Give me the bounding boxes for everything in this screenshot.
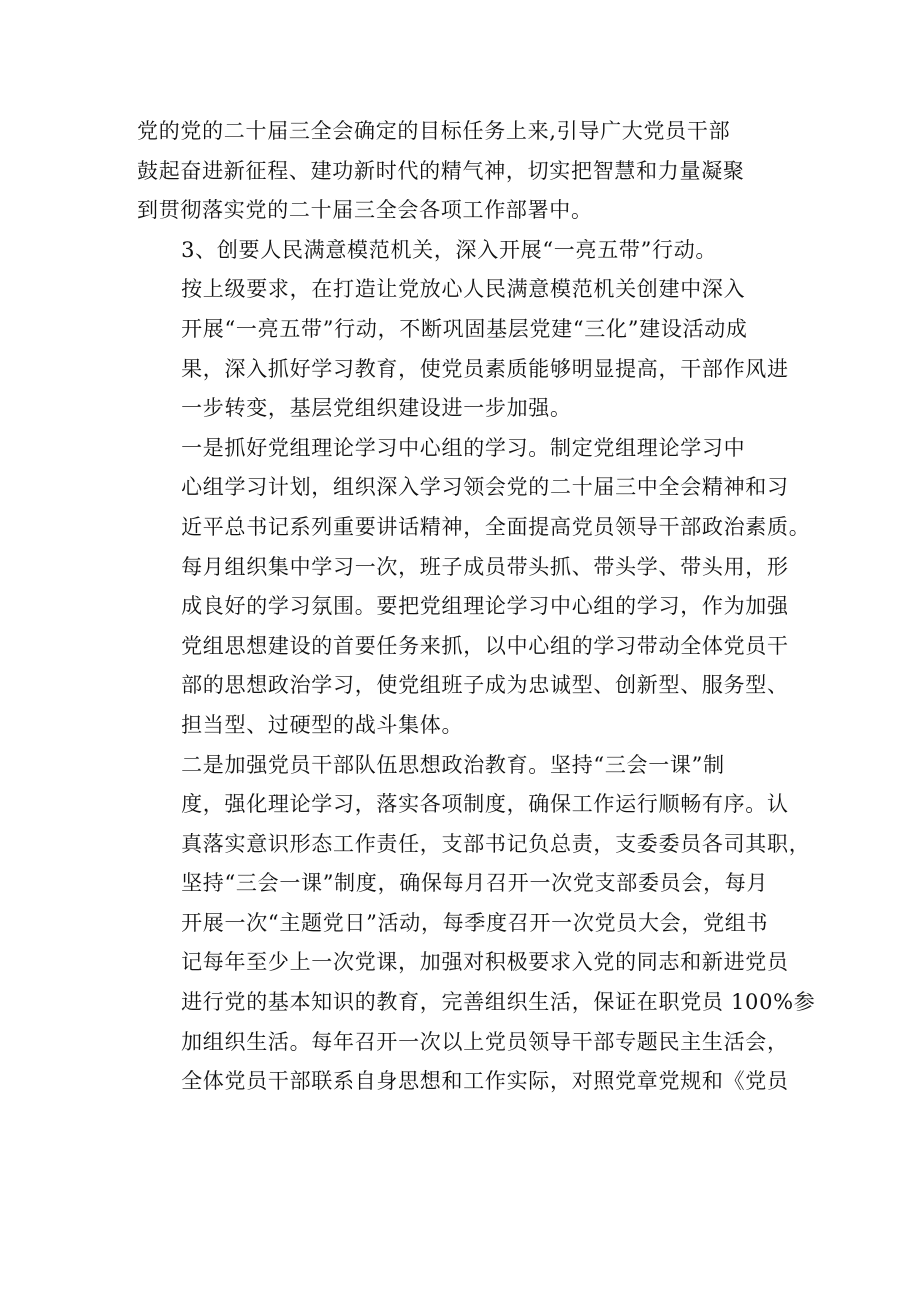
paragraph-1 (137, 112, 797, 231)
paragraph-5 (137, 746, 816, 1102)
text-line: 近平总书记系列重要讲话精神，全面提高党员领导干部政治素质。 (181, 514, 811, 539)
paragraph-3 (137, 270, 797, 428)
text-line: 党组思想建设的首要任务来抓，以中心组的学习带动全体党员干 (181, 633, 789, 658)
paragraph-4 (137, 429, 811, 746)
text-line: 记每年至少上一次党课，加强对积极要求入党的同志和新进党员 (181, 950, 789, 975)
text-line: 成良好的学习氛围。要把党组理论学习中心组的学习，作为加强 (181, 594, 789, 619)
section-heading-3 (137, 231, 797, 271)
text-line: 每月组织集中学习一次，班子成员带头抓、带头学、带头用，形 (181, 554, 789, 579)
text-line: 担当型、过硬型的战斗集体。 (181, 712, 464, 737)
text-line: 坚持“三会一课”制度，确保每月召开一次党支部委员会，每月 (181, 871, 769, 896)
text-line: 心组学习计划，组织深入学习领会党的二十届三中全会精神和习 (181, 475, 789, 500)
text-line: 开展“一亮五带”行动，不断巩固基层党建“三化”建设活动成 (181, 316, 748, 341)
text-line: 二是加强党员干部队伍思想政治教育。坚持“三会一课”制 (181, 752, 725, 777)
text-line: 度，强化理论学习，落实各项制度，确保工作运行顺畅有序。认 (181, 792, 789, 817)
text-line: 开展一次“主题党日”活动，每季度召开一次党员大会，党组书 (181, 910, 769, 935)
text-line: 加组织生活。每年召开一次以上党员领导干部专题民主生活会， (181, 1029, 789, 1054)
text-line: 全体党员干部联系自身思想和工作实际，对照党章党规和《党员 (181, 1069, 789, 1094)
text-line: 党的党的二十届三全会确定的目标任务上来,引导广大党员干部 (137, 119, 731, 143)
text-line: 按上级要求，在打造让党放心人民满意模范机关创建中深入 (181, 277, 746, 302)
text-line: 果，深入抓好学习教育，使党员素质能够明显提高，干部作风进 (181, 356, 789, 381)
text-line: 一是抓好党组理论学习中心组的学习。制定党组理论学习中 (181, 435, 746, 460)
document-page (137, 112, 816, 1102)
text-line: 3、创要人民满意模范机关，深入开展“一亮五带”行动。 (181, 237, 718, 262)
text-line: 到贯彻落实党的二十届三全会各项工作部署中。 (137, 198, 593, 223)
text-line: 一步转变，基层党组织建设进一步加强。 (181, 396, 572, 421)
text-line: 部的思想政治学习，使党组班子成为忠诚型、创新型、服务型、 (181, 673, 789, 698)
text-line: 进行党的基本知识的教育，完善组织生活，保证在职党员 100%参 (181, 990, 816, 1015)
text-line: 鼓起奋进新征程、建功新时代的精气神，切实把智慧和力量凝聚 (137, 158, 745, 183)
text-line: 真落实意识形态工作责任，支部书记负总责，支委委员各司其职， (181, 831, 811, 856)
